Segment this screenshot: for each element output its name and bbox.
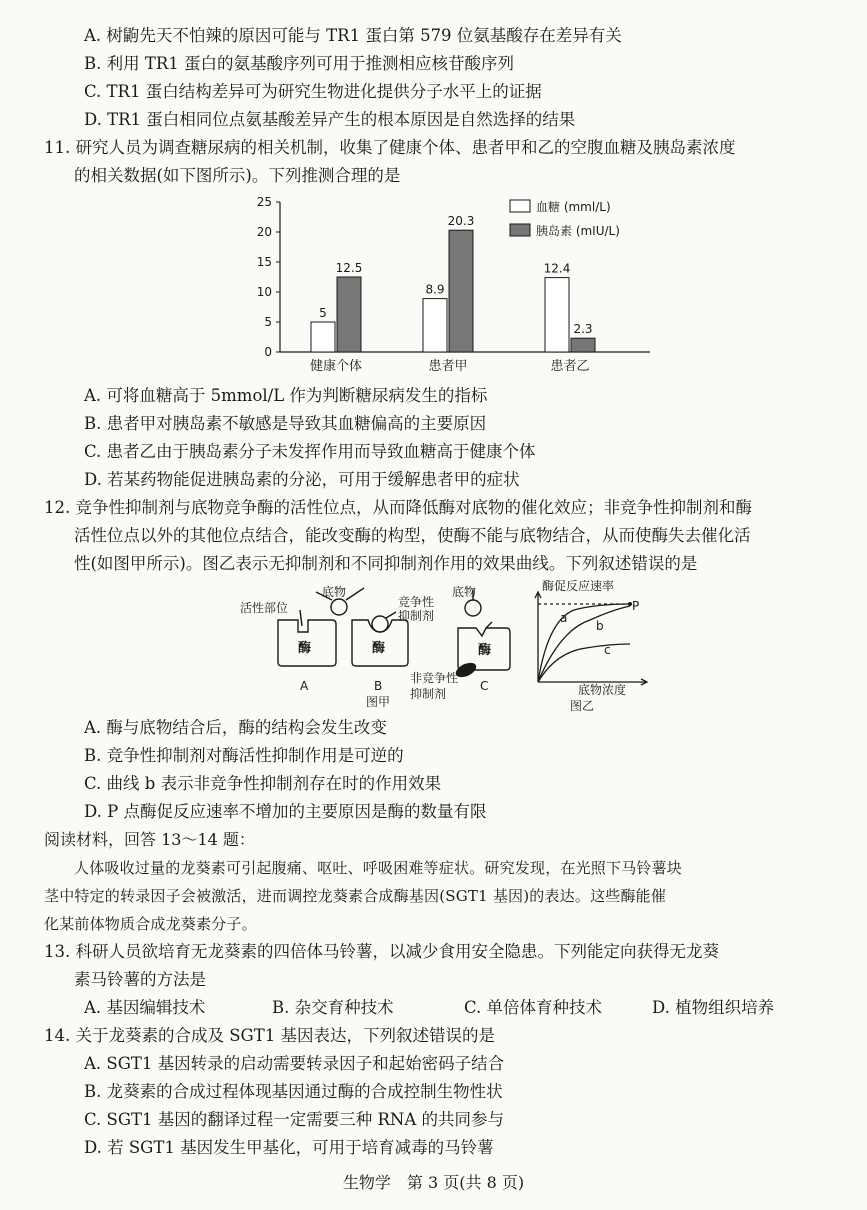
y-tick-label: 15: [256, 255, 272, 269]
q10-option-a: A. 树鼩先天不怕辣的原因可能与 TR1 蛋白第 579 位氨基酸存在差异有关: [84, 26, 622, 45]
substrate-circle-b: [331, 599, 347, 615]
curve-b-label: b: [596, 619, 604, 633]
bar-glucose: [545, 278, 569, 352]
legend-label: 胰岛素 (mIU/L): [536, 224, 620, 238]
label-a: A: [300, 679, 309, 693]
q12-figure-jia: [236, 580, 521, 720]
bar-insulin: [571, 338, 595, 352]
reading-line3: 化某前体物质合成龙葵素分子。: [44, 915, 257, 933]
substrate-circle-c: [465, 600, 481, 616]
y-axis-title: 酶促反应速率: [542, 580, 615, 593]
category-label: 患者乙: [550, 359, 590, 374]
reading-intro: 阅读材料，回答 13～14 题：: [44, 830, 255, 849]
label-substrate-1: 底物: [322, 585, 347, 599]
q11-stem-line1: 11. 研究人员为调查糖尿病的相关机制，收集了健康个体、患者甲和乙的空腹血糖及胰岛素浓度: [44, 138, 736, 157]
q12-stem-line3: 性(如图甲所示)。图乙表示无抑制剂和不同抑制剂作用的效果曲线。下列叙述错误的是: [74, 554, 698, 573]
q12-option-b: B. 竞争性抑制剂对酶活性抑制作用是可逆的: [84, 746, 404, 765]
q14-option-d: D. 若 SGT1 基因发生甲基化，可用于培育减毒的马铃薯: [84, 1138, 494, 1157]
label-b: B: [374, 679, 383, 693]
q14-option-c: C. SGT1 基因的翻译过程一定需要三种 RNA 的共同参与: [84, 1110, 505, 1129]
enzyme-c-label: 酶: [478, 643, 492, 658]
bar-value-label: 5: [319, 306, 327, 320]
reading-line1: 人体吸收过量的龙葵素可引起腹痛、呕吐、呼吸困难等症状。研究发现，在光照下马铃薯块: [74, 859, 683, 877]
q13-option-b: B. 杂交育种技术: [272, 998, 394, 1017]
q11-option-c: C. 患者乙由于胰岛素分子未发挥作用而导致血糖高于健康个体: [84, 442, 536, 461]
y-tick-label: 25: [256, 195, 272, 209]
y-tick-label: 10: [256, 285, 272, 299]
reading-line2: 茎中特定的转录因子会被激活，进而调控龙葵素合成酶基因(SGT1 基因)的表达。这些酶能催: [44, 887, 667, 905]
label-noncompetitive-2: 抑制剂: [410, 687, 447, 701]
curve-a-label: a: [560, 611, 568, 625]
q10-option-c: C. TR1 蛋白结构差异可为研究生物进化提供分子水平上的证据: [84, 82, 542, 101]
q11-option-b: B. 患者甲对胰岛素不敏感是导致其血糖偏高的主要原因: [84, 414, 487, 433]
q11-option-a: A. 可将血糖高于 5mmol/L 作为判断糖尿病发生的指标: [84, 386, 488, 405]
bar-value-label: 12.5: [335, 261, 363, 275]
bar-insulin: [337, 277, 361, 352]
label-noncompetitive-1: 非竞争性: [410, 671, 459, 685]
y-tick-label: 5: [264, 315, 272, 329]
bar-glucose: [423, 299, 447, 352]
bar-value-label: 8.9: [425, 282, 445, 297]
caption-yi: 图乙: [570, 699, 595, 712]
q13-stem-line2: 素马铃薯的方法是: [74, 970, 206, 989]
curve-c: [538, 644, 630, 682]
label-active-site: 活性部位: [240, 601, 289, 615]
bar-value-label: 20.3: [447, 214, 475, 229]
x-axis-title: 底物浓度: [578, 683, 627, 697]
q13-option-c: C. 单倍体育种技术: [464, 998, 603, 1017]
q14-option-a: A. SGT1 基因转录的启动需要转录因子和起始密码子结合: [84, 1054, 505, 1073]
legend-swatch: [510, 224, 530, 236]
y-tick-label: 0: [264, 345, 272, 359]
point-p-label: P: [632, 599, 640, 613]
q12-option-d: D. P 点酶促反应速率不增加的主要原因是酶的数量有限: [84, 802, 487, 821]
q10-option-d: D. TR1 蛋白相同位点氨基酸差异产生的根本原因是自然选择的结果: [84, 110, 576, 129]
bar-value-label: 12.4: [543, 261, 571, 276]
curve-c-label: c: [604, 643, 611, 657]
curve-a: [538, 604, 630, 682]
q11-option-d: D. 若某药物能促进胰岛素的分泌，可用于缓解患者甲的症状: [84, 470, 520, 489]
bar-insulin: [449, 230, 473, 352]
category-label: 健康个体: [309, 359, 363, 374]
caption-jia: 图甲: [366, 695, 391, 709]
legend-label: 血糖 (mml/L): [536, 200, 611, 214]
bar-value-label: 2.3: [573, 322, 593, 337]
q12-option-a: A. 酶与底物结合后，酶的结构会发生改变: [84, 718, 387, 737]
q12-figure-yi: [526, 580, 656, 712]
q12-option-c: C. 曲线 b 表示非竞争性抑制剂存在时的作用效果: [84, 774, 442, 793]
pointer-arrow: [300, 610, 302, 626]
y-tick-label: 20: [256, 225, 272, 239]
bar-glucose: [311, 322, 335, 352]
category-label: 患者甲: [428, 359, 468, 374]
label-c: C: [480, 679, 489, 693]
q13-stem-line1: 13. 科研人员欲培育无龙葵素的四倍体马铃薯，以减少食用安全隐患。下列能定向获得无龙葵: [44, 942, 719, 961]
q12-stem-line2: 活性位点以外的其他位点结合，能改变酶的构型，使酶不能与底物结合，从而使酶失去催化活: [74, 526, 751, 545]
q11-bar-chart: [240, 192, 660, 382]
q13-option-d: D. 植物组织培养: [652, 998, 775, 1017]
label-substrate-2: 底物: [452, 585, 477, 599]
enzyme-a-label: 酶: [298, 641, 312, 656]
q14-option-b: B. 龙葵素的合成过程体现基因通过酶的合成控制生物性状: [84, 1082, 503, 1101]
legend-swatch: [510, 200, 530, 212]
q14-stem: 14. 关于龙葵素的合成及 SGT1 基因表达，下列叙述错误的是: [44, 1026, 495, 1045]
label-competitive-1: 竞争性: [398, 595, 435, 609]
q13-option-a: A. 基因编辑技术: [84, 998, 206, 1017]
label-competitive-2: 抑制剂: [398, 609, 435, 623]
competitive-inhibitor: [372, 616, 388, 632]
q10-option-b: B. 利用 TR1 蛋白的氨基酸序列可用于推测相应核苷酸序列: [84, 54, 515, 73]
q12-stem-line1: 12. 竞争性抑制剂与底物竞争酶的活性位点，从而降低酶对底物的催化效应；非竞争性抑制剂和酶: [44, 498, 752, 517]
enzyme-b-label: 酶: [372, 641, 386, 656]
q11-stem-line2: 的相关数据(如下图所示)。下列推测合理的是: [74, 166, 401, 185]
page-footer: 生物学 第 3 页(共 8 页): [342, 1173, 525, 1192]
